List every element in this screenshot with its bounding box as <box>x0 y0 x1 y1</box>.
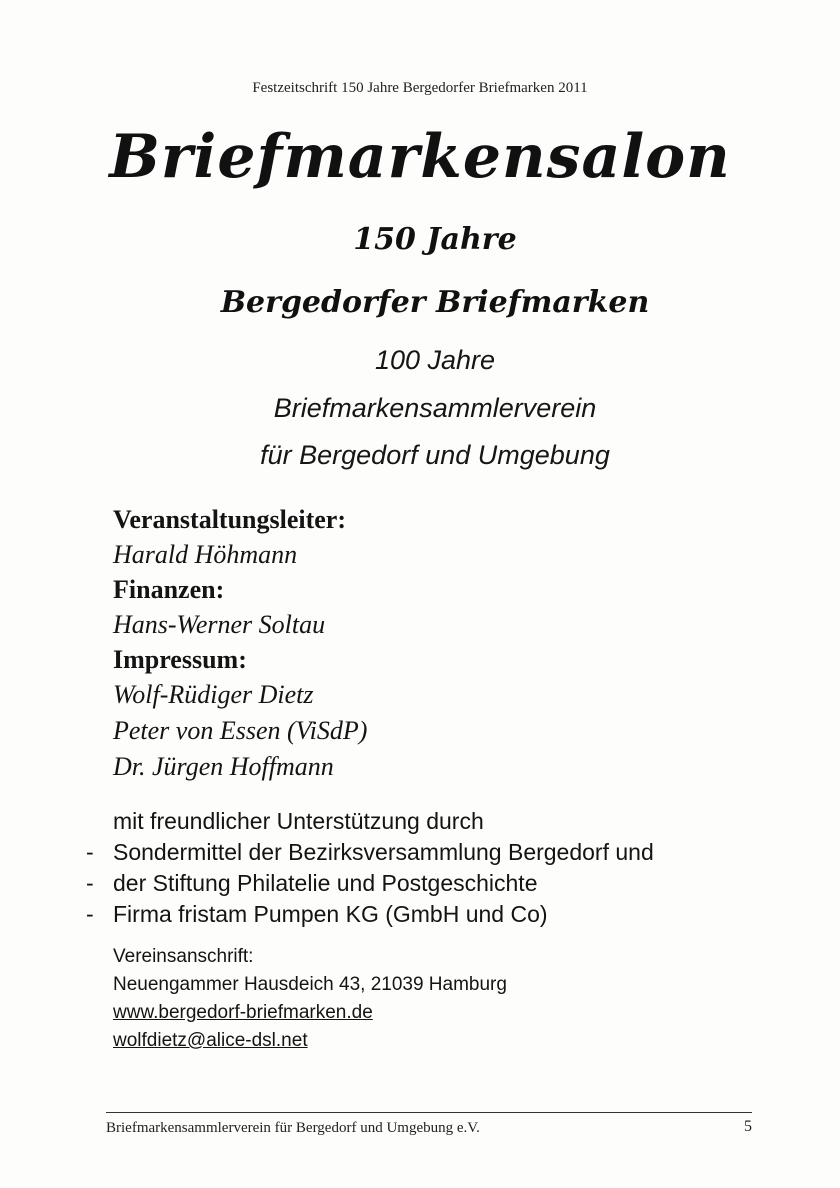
support-item <box>0 899 800 930</box>
running-header: Festzeitschrift 150 Jahre Bergedorfer Briefmarken 2011 <box>252 80 588 96</box>
page-title: Briefmarkensalon <box>109 122 731 192</box>
footer-divider <box>106 1112 752 1113</box>
dash-bullet: - <box>86 901 94 927</box>
dash-bullet: - <box>86 839 94 865</box>
support-item-text: Firma fristam Pumpen KG (GmbH und Co) <box>113 901 548 927</box>
support-item-text: der Stiftung Philatelie und Postgeschichte <box>113 870 538 896</box>
address-street: Neuengammer Hausdeich 43, 21039 Hamburg <box>113 974 507 995</box>
credit-role: Impressum: <box>113 645 247 674</box>
dash-bullet: - <box>86 870 94 896</box>
website-link[interactable]: www.bergedorf-briefmarken.de <box>113 1002 373 1023</box>
subtitle-line-2: Briefmarkensammlerverein <box>273 393 597 423</box>
credits-section <box>113 503 763 785</box>
title-subject-line: Bergedorfer Briefmarken <box>220 285 650 320</box>
support-item <box>0 868 800 899</box>
credit-role: Finanzen: <box>113 575 225 604</box>
support-item-text: Sondermittel der Bezirksversammlung Bergedorf und <box>113 839 654 865</box>
address-label: Vereinsanschrift: <box>113 946 254 967</box>
email-link[interactable]: wolfdietz@alice-dsl.net <box>113 1030 308 1051</box>
credit-name: Harald Höhmann <box>113 540 298 569</box>
address-section <box>113 943 763 1055</box>
credit-role: Veranstaltungsleiter: <box>113 505 347 534</box>
title-anniversary-line: 150 Jahre <box>353 222 517 257</box>
credit-name: Peter von Essen (ViSdP) <box>113 716 368 745</box>
credit-name: Dr. Jürgen Hoffmann <box>113 752 334 781</box>
support-intro: mit freundlicher Unterstützung durch <box>113 808 484 834</box>
support-section <box>0 806 800 930</box>
running-footer: Briefmarkensammlerverein für Bergedorf und Umgebung e.V. <box>106 1120 480 1136</box>
subtitle-line-3: für Bergedorf und Umgebung <box>260 440 610 470</box>
credit-name: Wolf-Rüdiger Dietz <box>113 680 314 709</box>
subtitle-line-1: 100 Jahre <box>374 345 496 375</box>
credit-name: Hans-Werner Soltau <box>113 610 326 639</box>
page-number: 5 <box>744 1118 752 1135</box>
support-item <box>0 837 800 868</box>
